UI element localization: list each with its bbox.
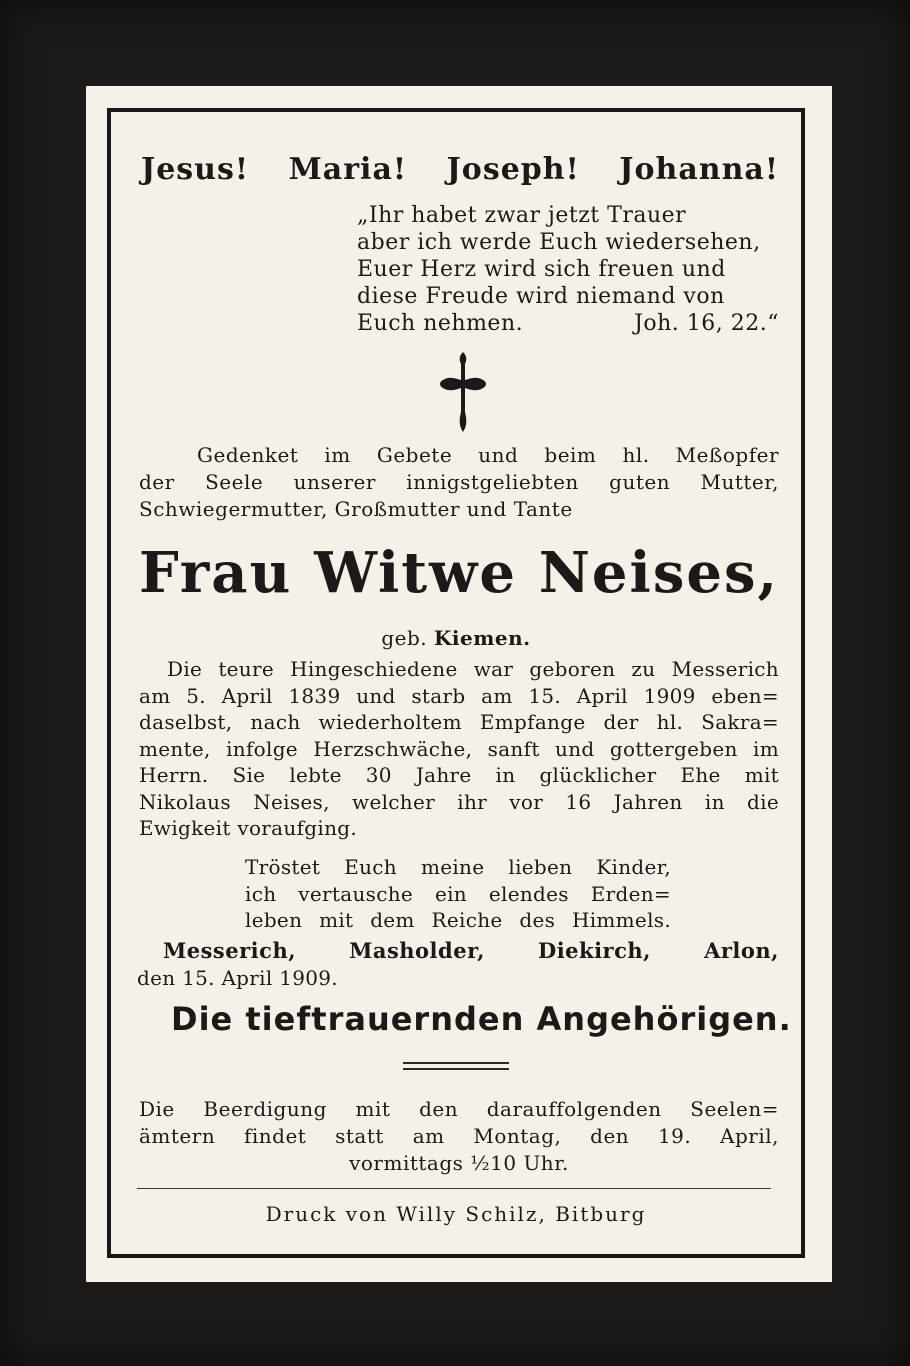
maiden-name [111,626,801,650]
places-line [163,938,779,963]
biography [139,656,779,842]
card-content [111,112,801,1254]
separator-line [403,1062,509,1064]
bio-line: Ewigkeit voraufging. [139,816,358,840]
verse-reference: Joh. 16, 22.“ [634,311,779,336]
place: Arlon, [704,938,779,963]
comfort-verse [245,854,671,934]
deceased-name: Frau Witwe Neises, [139,540,779,606]
intro-line: Schwiegermutter, Großmutter und Tante [139,497,573,521]
cross-icon [437,350,489,434]
bio-line: Herrn. Sie lebte 30 Jahre in glücklicher Ehe mit [139,763,779,787]
place: Diekirch, [537,938,651,963]
burial-line: Die Beerdigung mit den darauffolgenden Seelen= [139,1097,779,1121]
verse-line: Euer Herz wird sich freuen und [357,257,726,282]
name-johanna: Johanna! [619,152,779,187]
intro-line: der Seele unserer innigstgeliebten guten Mutter, [139,470,779,494]
verse-line: „Ihr habet zwar jetzt Trauer [357,203,687,228]
burial-line: ämtern findet statt am Montag, den 19. April, [139,1124,779,1148]
name-joseph: Joseph! [446,152,580,187]
bible-verse [357,202,779,337]
date-line: den 15. April 1909. [137,966,338,990]
bio-line: mente, infolge Herzschwäche, sanft und gottergeben im [139,736,779,761]
place: Masholder, [349,938,485,963]
inner-frame [107,108,805,1258]
born-prefix: geb. [381,626,428,650]
comfort-line: Tröstet Euch meine lieben Kinder, [245,855,671,879]
burial-line: vormittags ½10 Uhr. [349,1151,569,1175]
intro-line: Gedenket im Gebete und beim hl. Meßopfer [197,443,779,467]
verse-line: aber ich werde Euch wiedersehen, [357,230,761,255]
intro-text [139,442,779,523]
name-jesus: Jesus! [141,152,250,187]
comfort-line: ich vertausche ein elendes Erden= [245,881,671,906]
name-maria: Maria! [288,152,408,187]
bio-line: Die teure Hingeschiedene war geboren zu Messerich [167,657,779,681]
burial-notice [139,1096,779,1177]
holy-names-header [141,152,779,187]
cross-icon-shape [440,352,486,432]
bio-line: am 5. April 1839 und starb am 15. April 1909 eben= [139,683,779,708]
bio-line: daselbst, nach wiederholtem Empfange der hl. Sakra= [139,710,779,734]
born-name: Kiemen. [434,626,531,650]
separator-line [403,1068,509,1070]
place: Messerich, [163,938,297,963]
mourners-signature: Die tieftrauernden Angehörigen. [171,1000,792,1038]
verse-line: diese Freude wird niemand von [357,284,725,309]
verse-line-last [357,310,779,337]
verse-line: Euch nehmen. [357,311,524,336]
footer-rule [137,1188,771,1189]
comfort-line: leben mit dem Reiche des Himmels. [245,908,671,932]
printer-credit: Druck von Willy Schilz, Bitburg [265,1202,647,1226]
bio-line: Nikolaus Neises, welcher ihr vor 16 Jahren in die [139,789,779,814]
